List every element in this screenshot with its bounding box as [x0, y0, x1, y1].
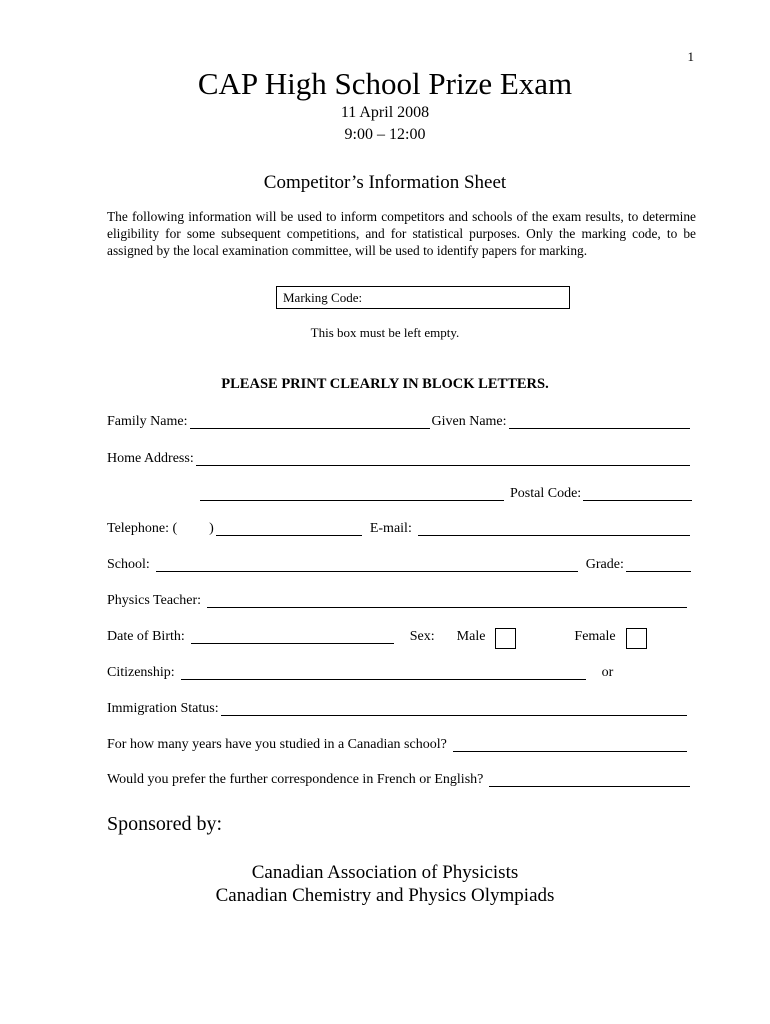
citizenship-field[interactable]: [181, 665, 586, 680]
home-address-field[interactable]: [196, 451, 690, 466]
or-label: or: [601, 665, 614, 680]
language-field[interactable]: [489, 772, 690, 787]
postal-code-field[interactable]: [583, 486, 692, 501]
sponsor-item: Canadian Chemistry and Physics Olympiads: [215, 885, 555, 906]
language-question-label: Would you prefer the further correspondence in French or English?: [107, 772, 484, 787]
telephone-field[interactable]: [216, 521, 362, 536]
female-checkbox[interactable]: [626, 628, 647, 649]
female-label: Female: [574, 629, 616, 644]
email-label: E-mail:: [369, 521, 412, 536]
postal-code-label: Postal Code:: [510, 486, 582, 501]
male-label: Male: [456, 629, 486, 644]
contact-row: [107, 517, 692, 537]
immigration-status-label: Immigration Status:: [107, 701, 219, 716]
citizenship-row: [107, 661, 627, 681]
date-of-birth-field[interactable]: [191, 629, 394, 644]
language-row: [107, 768, 692, 788]
sponsored-heading: Sponsored by:: [107, 813, 222, 835]
grade-label: Grade:: [585, 557, 624, 572]
family-name-field[interactable]: [190, 414, 430, 429]
years-question-label: For how many years have you studied in a Canadian school?: [107, 737, 447, 752]
page-title: CAP High School Prize Exam: [197, 66, 573, 101]
sheet-subtitle: Competitor’s Information Sheet: [263, 172, 507, 193]
citizenship-label: Citizenship:: [107, 665, 175, 680]
telephone-paren: ): [209, 521, 214, 536]
date-of-birth-label: Date of Birth:: [107, 629, 185, 644]
physics-teacher-label: Physics Teacher:: [107, 593, 202, 608]
marking-code-label: Marking Code:: [283, 290, 363, 305]
postal-row: [198, 482, 694, 502]
address-line-2-field[interactable]: [200, 486, 504, 501]
sponsor-item: Canadian Association of Physicists: [251, 862, 519, 883]
physics-teacher-field[interactable]: [207, 593, 687, 608]
years-field[interactable]: [453, 737, 687, 752]
marking-box-note: This box must be left empty.: [310, 325, 460, 340]
print-instruction: PLEASE PRINT CLEARLY IN BLOCK LETTERS.: [221, 376, 549, 392]
marking-code-box: [276, 286, 570, 309]
immigration-row: [107, 697, 689, 717]
sex-label: Sex:: [409, 629, 435, 644]
exam-time: 9:00 – 12:00: [344, 126, 426, 143]
school-field[interactable]: [156, 557, 578, 572]
given-name-label: Given Name:: [431, 414, 507, 429]
male-checkbox[interactable]: [495, 628, 516, 649]
family-name-label: Family Name:: [107, 414, 188, 429]
years-row: [107, 733, 689, 753]
birth-sex-row: [107, 625, 667, 645]
home-address-label: Home Address:: [107, 451, 194, 466]
teacher-row: [107, 589, 689, 609]
immigration-status-field[interactable]: [221, 701, 687, 716]
intro-paragraph: The following information will be used to inform competitors and schools of the exam results, to determine eligibility for some subsequent competitions, and for statistical purposes. Only the marking code, to be assigned by the local examination committee, will be used to identify papers for marking.: [107, 209, 696, 258]
telephone-label: Telephone: (: [107, 521, 178, 536]
page-number: 1: [687, 49, 694, 64]
given-name-field[interactable]: [509, 414, 690, 429]
school-label: School:: [107, 557, 150, 572]
exam-date: 11 April 2008: [340, 104, 430, 121]
email-field[interactable]: [418, 521, 690, 536]
grade-field[interactable]: [626, 557, 691, 572]
name-row: [107, 410, 692, 430]
school-row: [107, 553, 693, 573]
address-row: [107, 447, 692, 467]
